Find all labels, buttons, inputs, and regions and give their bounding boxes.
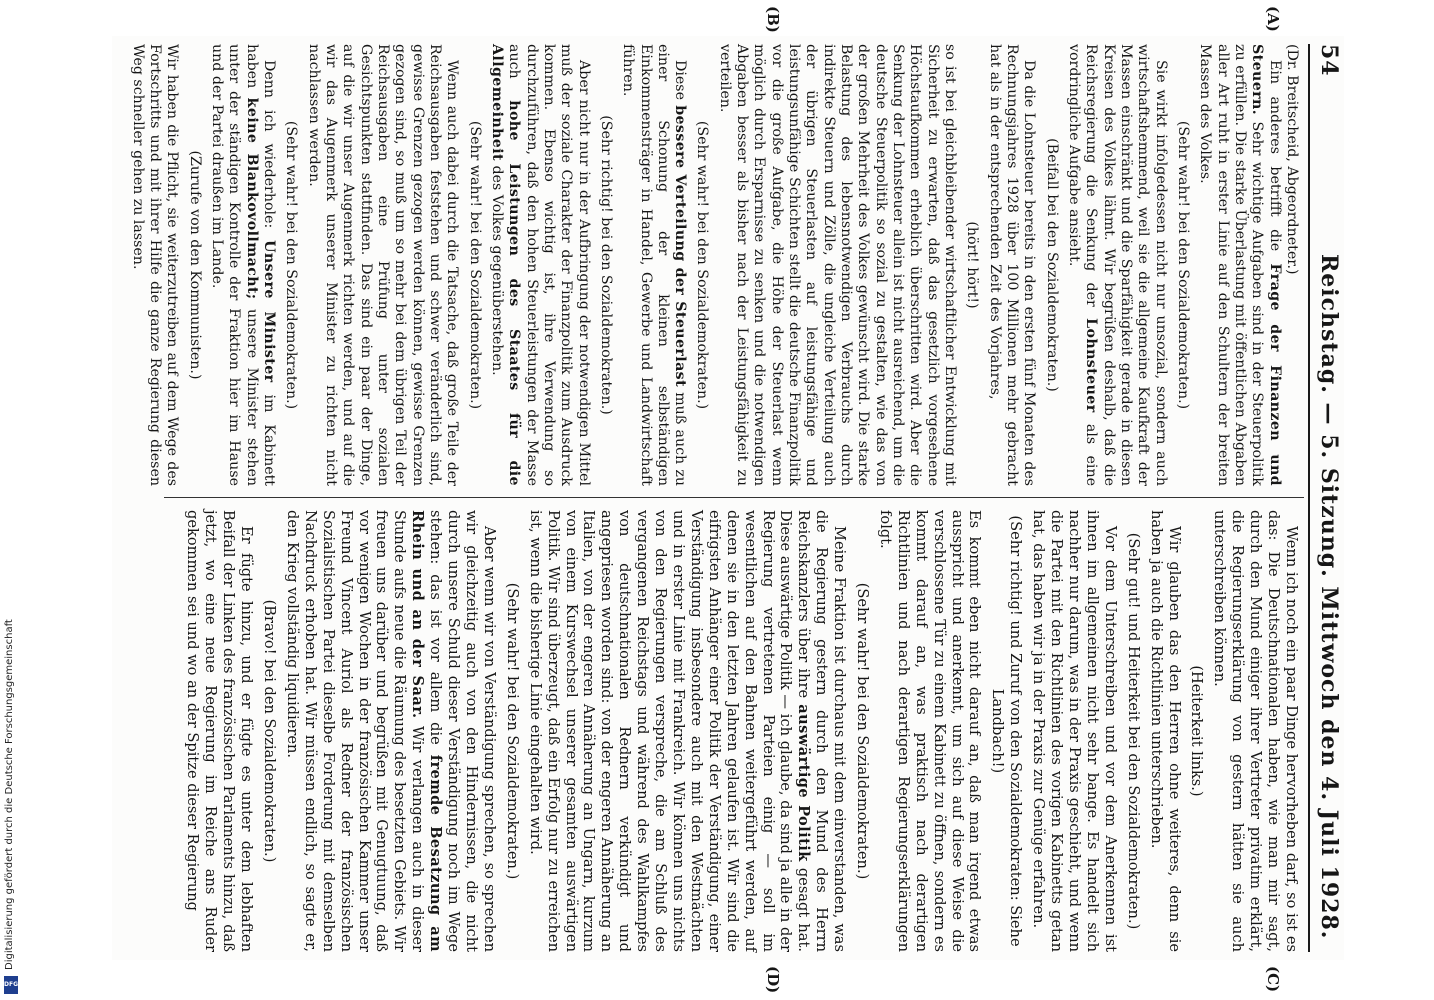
interjection: (Heiterkeit links.) xyxy=(1188,665,1206,797)
paragraph: Es kommt eben nicht darauf an, daß man irgend etwas ausspricht und anerkennt, um sich auf diese Weise die verschlossene Tür zu einem Kabinett zu öffnen, sondern es kommt darauf an, was praktisch nach derartigen Richtlinien und nach derartigen Regierungserklärungen folgt. xyxy=(876,510,984,952)
paragraph: Aber nicht nur in der Aufbringung der notwendigen Mittel muß der soziale Charakter der Finanzpolitik zum Ausdruck kommen. Ebenso wichtig ist, ihre Verwendung so durchzuführen, daß den hohen Steuerleistungen der Masse auch hohe Leistungen des Staates für die Allgemeinheit des Volkes gegenüberstehen. xyxy=(488,44,592,486)
interjection: (Sehr wahr! bei den Sozialdemokraten.) xyxy=(1175,120,1192,410)
interjection: (Sehr gut! und Heiterkeit bei den Sozialdemokraten.) xyxy=(1124,532,1142,930)
dfg-logo: DFG xyxy=(4,976,18,994)
page-number: 54 xyxy=(1316,44,1342,77)
interjection: (hört! hört!) xyxy=(964,221,981,309)
interjection: (Sehr wahr! bei den Sozialdemokraten.) xyxy=(854,582,872,880)
paragraph: Meine Fraktion ist durchaus mit dem einverstanden, was die Regierung gestern durch den Mund des Herrn Reichskanzlers über ihre auswärtige Politik gesagt hat. Diese auswärtige Politik — ich glaube, da sind ja alle in der Regierung vertretenen Parteien einig — soll im wesentlichen auf den Bahnen weitergeführt werden, auf denen sie in den letzten Jahren gelaufen ist. Wir sind die eifrigsten Anhänger einer Politik der Verständigung, einer Verständigung insbesondere auch mit den Westmächten und in erster Linie mit Frankreich. Wir können uns nichts von den Regierungen verspreche, die am Schluß des vergangenen Reichstags und während des Wahlkampfes von deutschnationalen Rednern verkündigt und angepriesen worden sind: von der engeren Annäherung an Italien, von der engeren Annäherung an Ungarn, kurzum von einem Kurswechsel unserer gesamten auswärtigen Politik. Wir sind überzeugt, daß ein Erfolg nur zu erreichen ist, wenn die bisherige Linie eingehalten wird. xyxy=(526,510,849,952)
interjection: (Zurufe von den Kommunisten.) xyxy=(186,150,203,380)
page-header xyxy=(1314,44,1344,952)
left-column xyxy=(128,44,1300,486)
paragraph: Diese bessere Verteilung der Steuerlast muß auch zu einer Schonung der kleinen selbständigen Einkommensträger in Handel, Gewerbe und Landwirtschaft führen. xyxy=(620,44,689,486)
interjection: (Sehr wahr! bei den Sozialdemokraten.) xyxy=(503,582,521,880)
interjection: (Beifall bei den Sozialdemokraten.) xyxy=(1043,138,1060,392)
paragraph: so ist bei gleichbleibender wirtschaftlicher Entwicklung mit Sicherheit zu erwarten, daß das gesetzlich vorgesehene Höchstaufkommen erheblich überschritten wird. Aber die Senkung der Lohnsteuer allein ist nicht ausreichend, um die deutsche Steuerpolitik so sozial zu gestalten, wie das von der großen Mehrheit des Volkes gewünscht wird. Die starke Belastung des lebensnotwendigen Verbrauchs durch indirekte Steuern und Zölle, die ungleiche Verteilung auch der übrigen Steuerlasten auf leistungsfähige und leistungsunfähige Schichten stellt die deutsche Finanzpolitik vor die große Aufgabe, die Höhe der Steuerlast wenn möglich durch Ersparnisse zu senken und die notwendigen Abgaben besser als bisher nach der Leistungsfähigkeit zu verteilen. xyxy=(716,44,959,486)
right-column xyxy=(184,510,1300,952)
digitization-note xyxy=(4,594,22,994)
paragraph: Wenn ich noch ein paar Dinge hervorheben darf, so ist es das: Die Deutschnationalen haben, wie man mir sagt, durch den Mund einiger ihrer Vertreter privatim erklärt, die Regierungserklärung von gestern hätten sie auch unterschreiben können. xyxy=(1211,510,1300,952)
paragraph: Sie wirkt infolgedessen nicht nur unsozial, sondern auch wirtschaftshemmend, weil sie die allgemeine Kaufkraft der Massen einschränkt und die Sparfähigkeit gerade in diesen Kreisen des Volkes lähmt. Wir begrüßen deshalb, daß die Reichsregierung die Senkung der Lohnsteuer als eine vordringliche Aufgabe ansieht. xyxy=(1066,44,1169,487)
paragraph: Wir glauben das den Herren ohne weiteres, denn sie haben ja auch die Richtlinien unterschrieben. xyxy=(1147,510,1183,952)
paragraph: Er fügte hinzu, und er fügte es unter dem lebhaften Beifall der Linken des französischen Parlaments hinzu, daß jetzt, wo eine neue Regierung im Reiche ans Ruder gekommen sei und wo an der Spitze dieser Regierung xyxy=(184,510,256,952)
paragraph: Denn ich wiederhole: Unsere Minister im Kabinett haben keine Blankovollmacht; unsere Minister stehen unter der ständigen Kontrolle der Fraktion hier im Hause und der Partei draußen im Lande. xyxy=(208,44,277,487)
column-divider xyxy=(164,497,1304,498)
paragraph: Aber wenn wir von Verständigung sprechen, so sprechen wir gleichzeitig auch von den Hindernissen, die nicht durch unsere Schuld dieser Verständigung noch im Wege stehen: das ist vor allem die fremde Besatzung am Rhein und an der Saar. Wir verlangen auch in dieser Stunde aufs neue die Räumung des besetzten Gebiets. Wir freuen uns darüber und begrüßen mit Genugtuung, daß vor wenigen Wochen in der französischen Kammer unser Freund Vincent Auriol als Redner der französischen Sozialistischen Partei dieselbe Forderung mit demselben Nachdruck erhoben hat. Wir müssen endlich, so sagte er, den Krieg vollständig liquidieren. xyxy=(283,510,498,952)
interjection: (Sehr wahr! bei den Sozialdemokraten.) xyxy=(694,120,711,410)
header-rule xyxy=(1308,44,1310,952)
paragraph: Wenn auch dabei durch die Tatsache, daß große Teile der Reichsausgaben feststehen und schwer veränderlich sind, gewisse Grenzen gezogen werden können, gewisse Grenzen gezogen sind, so muß um so mehr bei dem übrigen Teil der Reichsausgaben eine Prüfung unter sozialen Gesichtspunkten stattfinden. Das sind ein paar der Dinge, auf die wir unser Augenmerk richten werden, und auf die wir das Augenmerk unserer Minister zu richten nicht nachlassen werden. xyxy=(305,44,461,486)
interjection: (Sehr wahr! bei den Sozialdemokraten.) xyxy=(283,120,300,410)
interjection: (Bravo! bei den Sozialdemokraten.) xyxy=(261,599,279,863)
funding-note-text: Digitalisierung gefördert durch die Deutsche Forschungsgemeinschaft xyxy=(4,619,15,970)
margin-mark-b: (B) xyxy=(764,6,782,33)
running-header: Reichstag. — 5. Sitzung. Mittwoch den 4. Juli 1928. xyxy=(1316,254,1342,940)
paragraph: Vor dem Unterschreiben und vor dem Anerkennen ist ihnen im allgemeinen nicht sehr bange. Es handelt sich nachher nur darum, was in der Praxis geschieht, und wenn die Partei mit den Richtlinien des vorigen Kabinetts getan hat, das haben wir ja in der Praxis zur Genüge erfahren. xyxy=(1030,510,1119,952)
margin-mark-d: (D) xyxy=(764,966,782,994)
paragraph: Ein anderes betrifft die Frage der Finanzen und Steuern. Sehr wichtige Aufgaben sind in der Steuerpolitik zu erfüllen. Die starke Überlastung mit öffentlichen Abgaben aller Art ruht in erster Linie auf den Schultern der breiten Massen des Volkes. xyxy=(1197,44,1283,486)
speaker-tag: (Dr. Breitscheid, Abgeordneter.) xyxy=(1284,44,1300,275)
interjection: (Sehr richtig! bei den Sozialdemokraten.) xyxy=(597,115,614,415)
interjection: (Sehr wahr! bei den Sozialdemokraten.) xyxy=(466,120,483,410)
paragraph: Wir haben die Pflicht, sie weiterzutreiben auf dem Wege des Fortschritts und mit ihrer Hilfe die ganze Regierung diesen Weg schneller gehen zu lassen. xyxy=(129,44,181,486)
margin-mark-c: (C) xyxy=(1264,966,1282,993)
document-page xyxy=(112,6,1344,994)
interjection: (Sehr richtig! und Zuruf von den Sozialdemokraten: Siehe Landbach!) xyxy=(989,515,1025,947)
paragraph: Da die Lohnsteuer bereits in den ersten fünf Monaten des Rechnungsjahres 1928 über 100 Millionen mehr gebracht hat als in der entsprechenden Zeit des Vorjahres, xyxy=(986,44,1038,486)
margin-mark-a: (A) xyxy=(1264,6,1282,32)
